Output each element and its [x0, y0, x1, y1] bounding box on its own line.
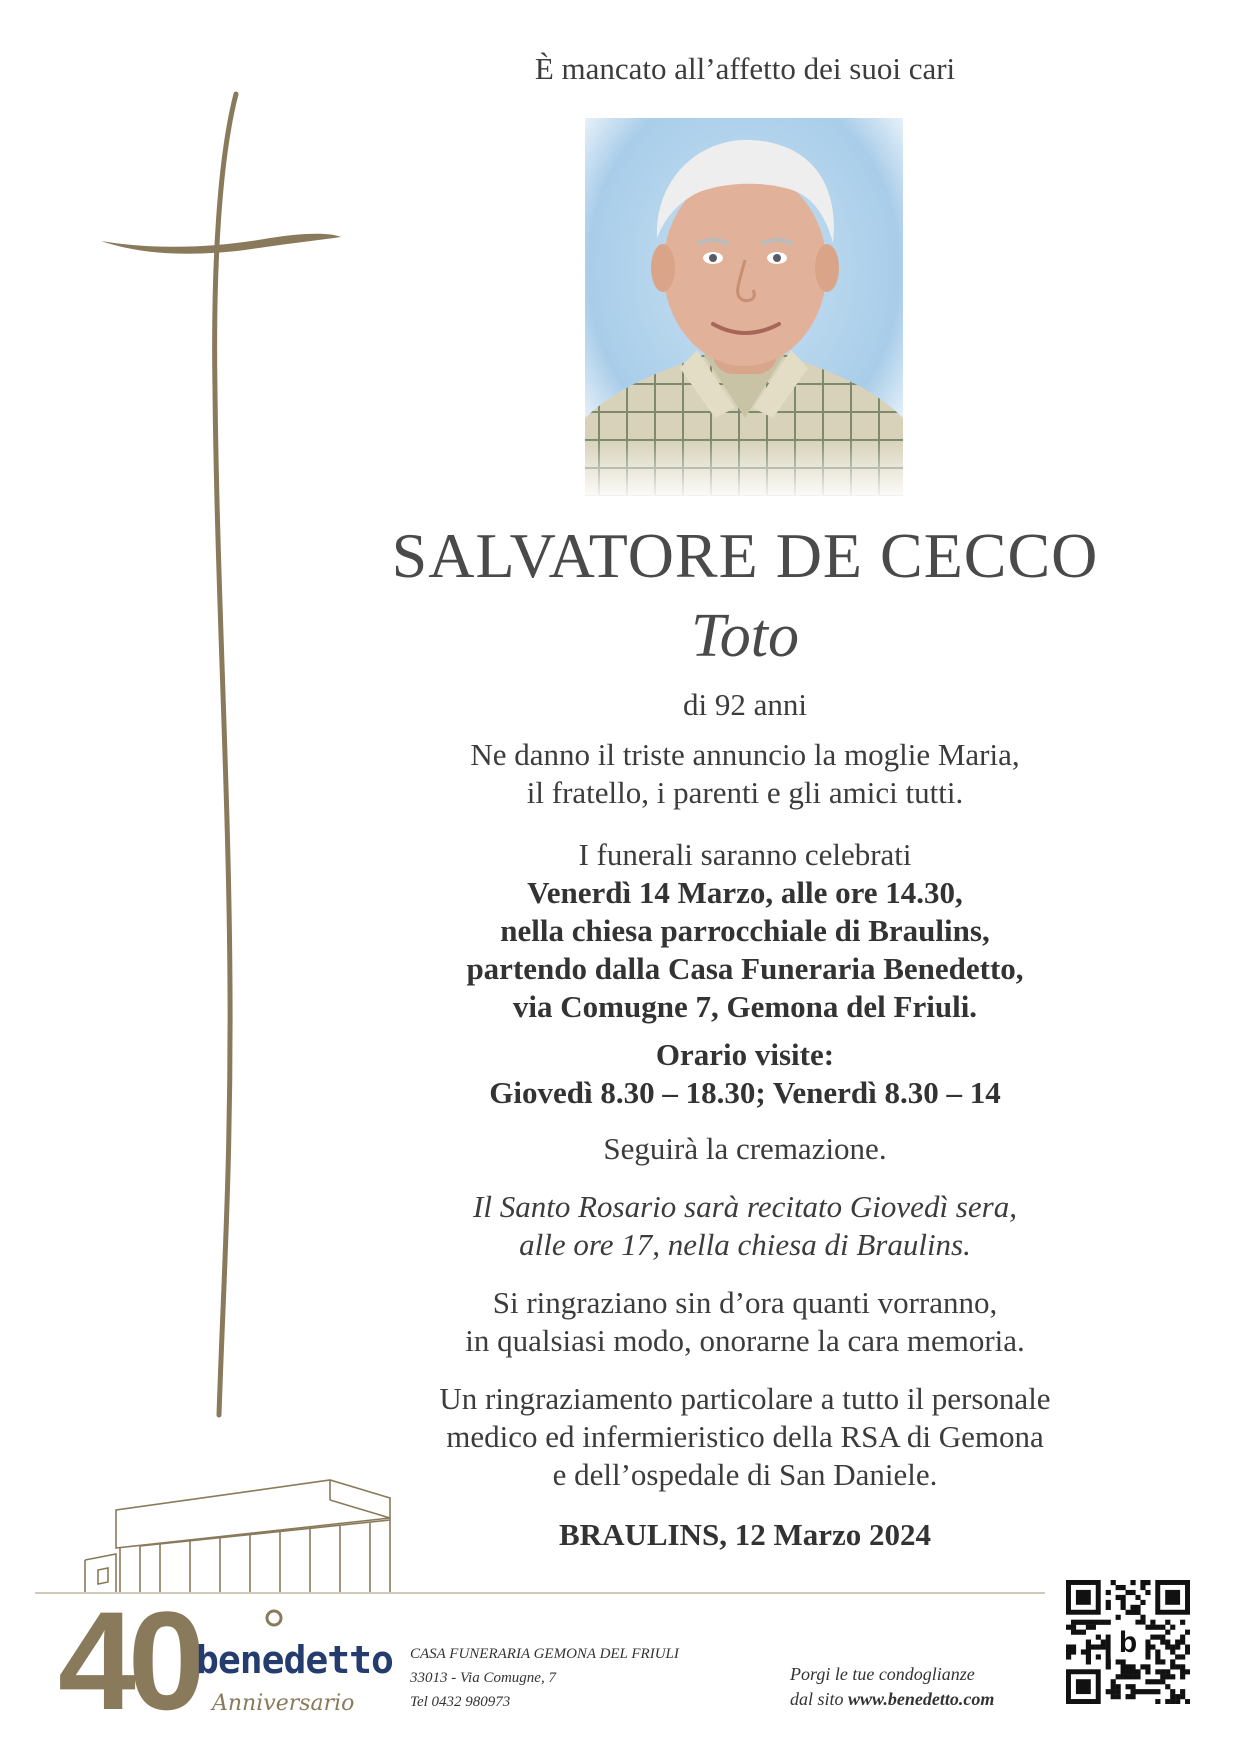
- logo-brand: benedetto: [196, 1638, 393, 1682]
- special-thanks-line: Un ringraziamento particolare a tutto il personale: [439, 1381, 1051, 1416]
- condolence-line: [790, 1687, 1040, 1712]
- special-thanks-line: e dell’ospedale di San Daniele.: [552, 1457, 938, 1492]
- thanks-line: in qualsiasi modo, onorarne la cara memoria.: [465, 1323, 1025, 1358]
- degree-ring-icon: [262, 1606, 286, 1630]
- announcement-line: il fratello, i parenti e gli amici tutti.: [526, 775, 964, 810]
- visits-block: [390, 1036, 1100, 1112]
- rosary-line: alle ore 17, nella chiesa di Braulins.: [519, 1227, 971, 1262]
- qr-center-letter: b: [1118, 1626, 1138, 1659]
- rosary-line: Il Santo Rosario sarà recitato Giovedì sera,: [473, 1189, 1017, 1224]
- announcement-block: [390, 736, 1100, 812]
- benedetto-logo: [58, 1582, 398, 1748]
- special-thanks-line: medico ed infermieristico della RSA di Gemona: [446, 1419, 1044, 1454]
- funeral-line: Venerdì 14 Marzo, alle ore 14.30,: [527, 875, 963, 910]
- intro-text: È mancato all’affetto dei suoi cari: [534, 51, 956, 86]
- building-icon: [80, 1470, 400, 1595]
- funeral-line: partendo dalla Casa Funeraria Benedetto,: [466, 951, 1024, 986]
- visits-title: Orario visite:: [655, 1037, 835, 1072]
- condolence-site-link[interactable]: www.benedetto.com: [848, 1689, 995, 1709]
- deceased-name: SALVATORE DE CECCO: [391, 520, 1099, 591]
- place-date: BRAULINS, 12 Marzo 2024: [559, 1517, 931, 1552]
- funeral-line: nella chiesa parrocchiale di Braulins,: [500, 913, 990, 948]
- company-address: 33013 - Via Comugne, 7: [410, 1670, 556, 1686]
- qr-code-icon[interactable]: [1066, 1580, 1190, 1704]
- deceased-nickname: Toto: [690, 602, 799, 670]
- portrait-photo: [585, 118, 903, 496]
- condolence-info: [790, 1662, 1040, 1712]
- condolence-line: Porgi le tue condoglianze: [790, 1664, 975, 1684]
- logo-script: Anniversario: [212, 1691, 355, 1716]
- company-info: [410, 1642, 730, 1714]
- funeral-block: [390, 836, 1100, 1026]
- logo-number: 40: [58, 1582, 198, 1739]
- thanks-line: Si ringraziano sin d’ora quanti vorranno,: [492, 1285, 998, 1320]
- thanks-block: [390, 1284, 1100, 1360]
- company-phone: Tel 0432 980973: [410, 1694, 511, 1710]
- special-thanks-block: [390, 1380, 1100, 1494]
- cross-icon: [95, 90, 355, 1430]
- condolence-prefix: dal sito: [790, 1689, 849, 1709]
- deceased-age: di 92 anni: [683, 687, 807, 722]
- funeral-intro: I funerali saranno celebrati: [578, 837, 912, 872]
- rosary-block: [390, 1188, 1100, 1264]
- company-name: CASA FUNERARIA GEMONA DEL FRIULI: [410, 1646, 679, 1662]
- funeral-line: via Comugne 7, Gemona del Friuli.: [512, 989, 978, 1024]
- visits-hours: Giovedì 8.30 – 18.30; Venerdì 8.30 – 14: [489, 1075, 1001, 1110]
- cremation-text: Seguirà la cremazione.: [603, 1131, 887, 1166]
- announcement-line: Ne danno il triste annuncio la moglie Maria,: [470, 737, 1020, 772]
